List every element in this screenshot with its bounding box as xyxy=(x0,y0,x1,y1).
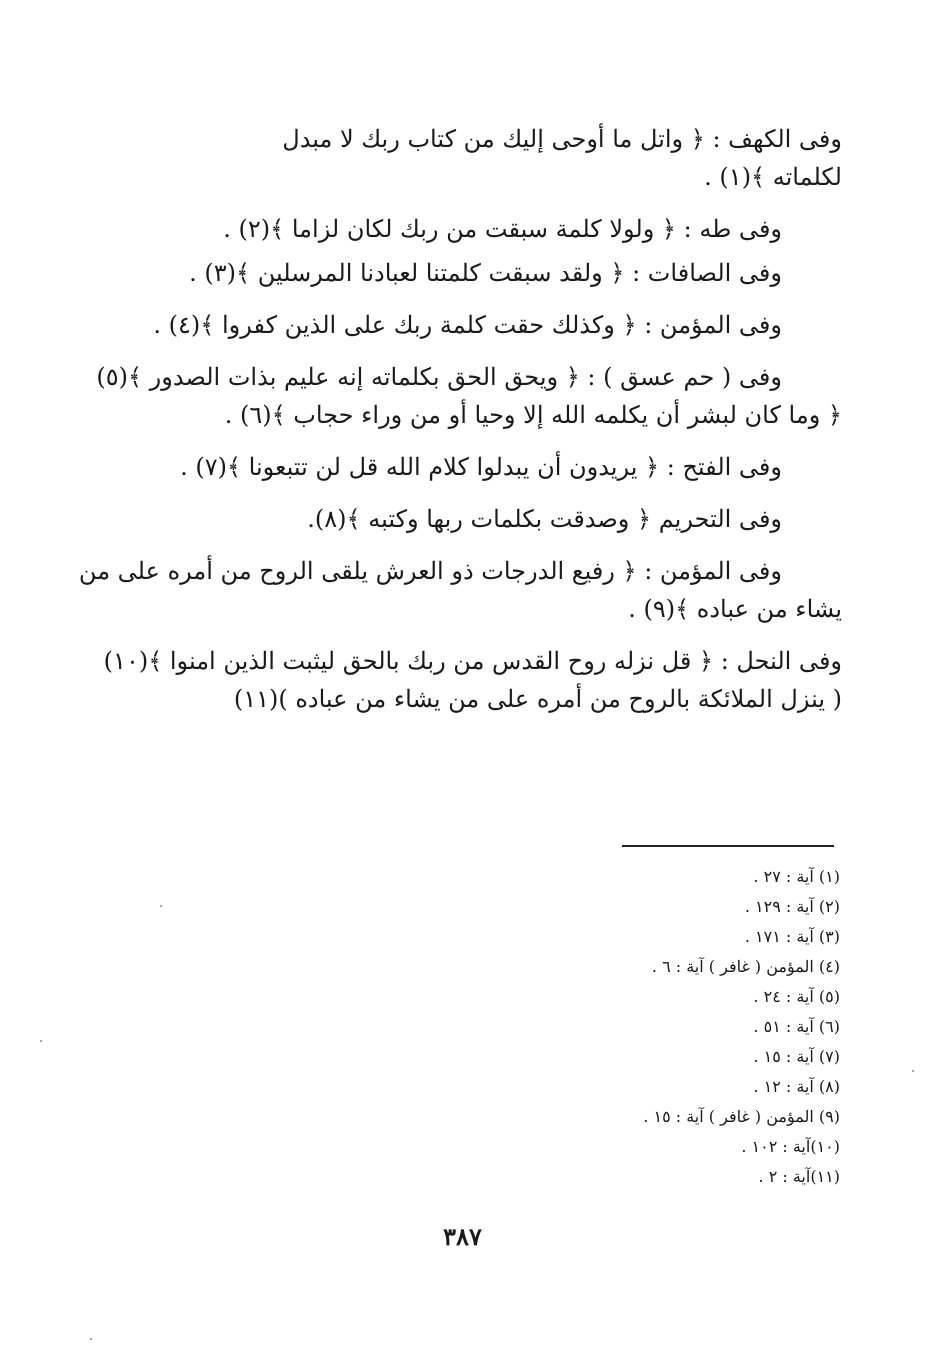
paragraph-shura xyxy=(96,358,842,434)
scan-speck xyxy=(160,905,162,907)
text-line: وفى المؤمن : ﴿ رفيع الدرجات ذو العرش يلقى الروح من أمره على من xyxy=(78,557,782,585)
paragraph-saffat xyxy=(130,254,842,292)
footnote: (١) آية : ٢٧ . xyxy=(753,867,840,886)
footnote: (٨) آية : ١٢ . xyxy=(753,1077,840,1096)
footnote: (٥) آية : ٢٤ . xyxy=(753,987,840,1006)
text-line: وفى الفتح : ﴿ يريدون أن يبدلوا كلام الله قل لن تتبعونا ﴾(٧) . xyxy=(180,453,782,481)
paragraph-fath xyxy=(130,448,842,486)
footnote: (١٠)آية : ١٠٢ . xyxy=(741,1137,840,1156)
paragraph-kahf xyxy=(130,120,842,196)
scan-speck xyxy=(40,1040,42,1042)
footnote: (٢) آية : ١٢٩ . xyxy=(744,897,840,916)
paragraph-taha xyxy=(130,210,842,248)
text-line: لكلماته ﴾(١) . xyxy=(704,163,842,191)
scan-speck xyxy=(912,1070,914,1072)
paragraph-mumin-2 xyxy=(78,552,842,628)
text-line: ﴿ وما كان لبشر أن يكلمه الله إلا وحيا أو من وراء حجاب ﴾(٦) . xyxy=(224,401,842,429)
footnote: (٧) آية : ١٥ . xyxy=(753,1047,840,1066)
footnote-divider xyxy=(622,845,834,847)
text-line: وفى طه : ﴿ ولولا كلمة سبقت من ربك لكان لزاما ﴾(٢) . xyxy=(223,215,782,243)
text-line: وفى المؤمن : ﴿ وكذلك حقت كلمة ربك على الذين كفروا ﴾(٤) . xyxy=(153,311,782,339)
text-line: وفى ( حم عسق ) : ﴿ ويحق الحق بكلماته إنه عليم بذات الصدور ﴾(٥) xyxy=(96,363,782,391)
footnote: (٤) المؤمن ( غافر ) آية : ٦ . xyxy=(651,957,840,976)
scan-speck xyxy=(90,1338,92,1340)
footnote: (٩) المؤمن ( غافر ) آية : ١٥ . xyxy=(643,1107,840,1126)
page-number: ٣٨٧ xyxy=(443,1222,482,1251)
text-line: وفى التحريم ﴿ وصدقت بكلمات ربها وكتبه ﴾(٨). xyxy=(307,505,782,533)
text-line: وفى النحل : ﴿ قل نزله روح القدس من ربك بالحق ليثبت الذين امنوا ﴾(١٠) xyxy=(103,647,842,675)
text-line: ( ينزل الملائكة بالروح من أمره على من يشاء من عباده )(١١) xyxy=(233,685,842,713)
main-text xyxy=(78,120,842,732)
paragraph-mumin-1 xyxy=(130,306,842,344)
text-line: وفى الكهف : ﴿ واتل ما أوحى إليك من كتاب ربك لا مبدل xyxy=(282,125,842,153)
paragraph-tahrim xyxy=(130,500,842,538)
footnotes xyxy=(560,862,840,1192)
text-line: يشاء من عباده ﴾(٩) . xyxy=(628,595,842,623)
footnote: (١١)آية : ٢ . xyxy=(758,1167,840,1186)
footnote: (٣) آية : ١٧١ . xyxy=(744,927,840,946)
footnote: (٦) آية : ٥١ . xyxy=(753,1017,840,1036)
paragraph-nahl xyxy=(103,642,842,718)
text-line: وفى الصافات : ﴿ ولقد سبقت كلمتنا لعبادنا المرسلين ﴾(٣) . xyxy=(189,259,782,287)
